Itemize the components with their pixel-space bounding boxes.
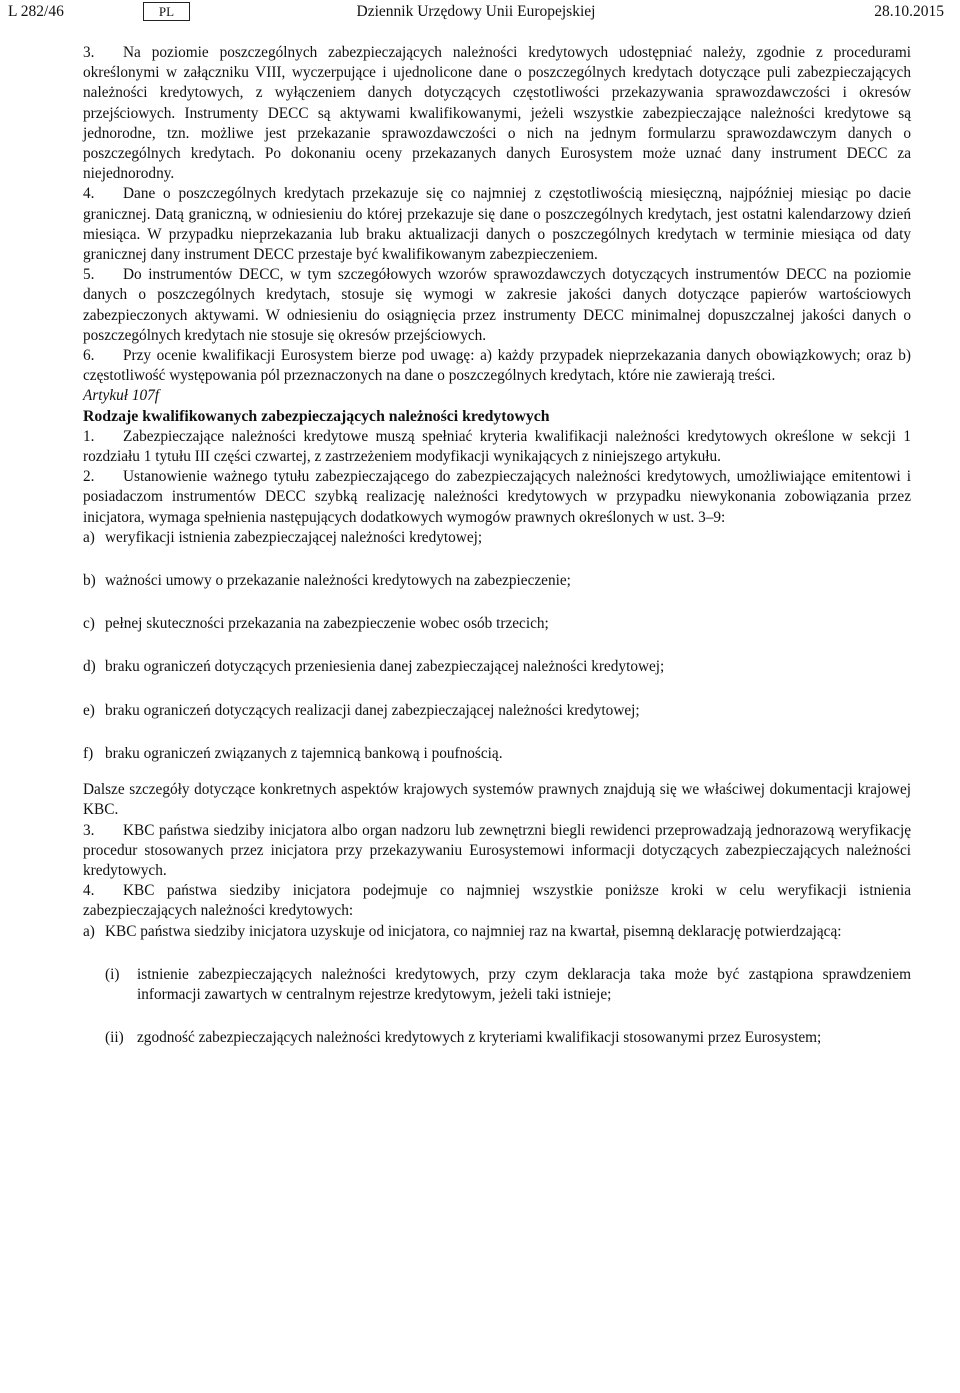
paragraph-text: Zabezpieczające należności kredytowe muszą spełniać kryteria kwalifikacji należności kredytowych określone w sekcji 1 rozdziału 1 tytułu III części czwartej, z zastrzeżeniem modyfikacji wynikających z niniejszego artykułu. (83, 427, 911, 466)
list-item-text: KBC państwa siedziby inicjatora uzyskuje od inicjatora, co najmniej raz na kwartał, pisemną deklarację potwierdzającą: (105, 922, 842, 940)
list-item (83, 922, 911, 942)
sub-list-item-text: zgodność zabezpieczających należności kredytowych z kryteriami kwalifikacji stosowanymi przez Eurosystem; (137, 1029, 822, 1047)
paragraph-text: Ustanowienie ważnego tytułu zabezpieczającego do zabezpieczających należności kredytowych, umożliwiające emitentowi i posiadaczom instrumentów DECC szybką realizację należności kredytowych w przypadku niewykonania zobowiązania przez inicjatora, wymaga spełnienia następujących dodatkowych wymogów prawnych określonych w ust. 3–9: (83, 468, 911, 526)
list-item-text: braku ograniczeń dotyczących realizacji danej zabezpieczającej należności kredytowej; (105, 701, 640, 719)
list-item-label: b) (83, 572, 96, 590)
list-item-label: f) (83, 744, 94, 762)
list-item-text: braku ograniczeń związanych z tajemnicą bankową i poufnością. (105, 744, 503, 762)
sub-list-item (105, 965, 911, 1005)
list-item-label: a) (83, 528, 95, 546)
paragraph-text: KBC państwa siedziby inicjatora albo organ nadzoru lub zewnętrzni biegli rewidenci przeprowadzają jednorazową weryfikację procedur stosowanych przez inicjatora przy przekazywaniu Eurosystemowi informacji dotyczących zabezpieczających należności kredytowych. (83, 821, 911, 879)
list-item (83, 657, 911, 677)
paragraph-number: 2. (83, 468, 95, 486)
list-item-label: d) (83, 658, 96, 676)
list-item-text: weryfikacji istnienia zabezpieczającej należności kredytowej; (105, 528, 483, 546)
document-body (83, 43, 911, 1071)
paragraph-3 (83, 43, 911, 184)
list-item-text: braku ograniczeń dotyczących przeniesienia danej zabezpieczającej należności kredytowej; (105, 658, 665, 676)
paragraph-text: KBC państwa siedziby inicjatora podejmuje co najmniej wszystkie poniższe kroki w celu weryfikacji istnienia zabezpieczających należności kredytowych: (83, 882, 911, 920)
list-item-label: a) (83, 922, 95, 940)
paragraph-text: Dane o poszczególnych kredytach przekazuje się co najmniej z częstotliwością miesięczną, najpóźniej miesiąc po dacie granicznej. Datą graniczną, w odniesieniu do której przekazuje się dane o poszczególnych kredytach, jest ostatni kalendarzowy dzień miesiąca. W przypadku nieprzekazania lub braku aktualizacji danych o poszczególnych kredytach w terminie miesiąca od daty granicznej dany instrument DECC przestaje być kwalifikowanym zabezpieczeniem. (83, 185, 911, 264)
article-number: Artykuł 107f (83, 387, 160, 405)
page-header (8, 0, 944, 24)
additional-note: Dalsze szczegóły dotyczące konkretnych aspektów krajowych systemów prawnych znajdują się we właściwej dokumentacji krajowej KBC. (83, 781, 911, 819)
paragraph-number: 1. (83, 427, 95, 445)
sub-list-item-text: istnienie zabezpieczających należności kredytowych, przy czym deklaracja taka może być zastąpiona sprawdzeniem informacji zawartych w centralnym rejestrze kredytowym, jeżeli taki istnieje; (137, 965, 911, 1003)
list-item (83, 528, 911, 548)
paragraph-number: 3. (83, 44, 95, 61)
article-paragraph-1 (83, 427, 911, 467)
list-item-text: ważności umowy o przekazanie należności kredytowych na zabezpieczenie; (105, 572, 571, 590)
list-item (83, 744, 911, 764)
list-item-label: e) (83, 701, 95, 719)
sub-list-item (105, 1028, 911, 1048)
publication-date: 28.10.2015 (874, 3, 944, 20)
list-item-label: c) (83, 615, 95, 633)
paragraph-text: Do instrumentów DECC, w tym szczegółowych wzorów sprawozdawczych dotyczących instrumentów DECC na poziomie danych o poszczególnych kredytach, stosuje się wymogi w zakresie jakości danych dotyczące papierów wartościowych zabezpieczonych aktywami. W odniesieniu do osiągnięcia przez instrumenty DECC minimalnej dopuszczalnej jakości danych o poszczególnych kredytach nie stosuje się okresów przejściowych. (83, 266, 911, 344)
sub-list-item-label: (i) (105, 965, 120, 983)
paragraph-5 (83, 265, 911, 346)
list-item (83, 614, 911, 634)
sub-list-item-label: (ii) (105, 1029, 124, 1047)
list-item (83, 571, 911, 591)
paragraph-number: 4. (83, 882, 95, 900)
paragraph-number: 5. (83, 266, 95, 284)
list-item-text: pełnej skuteczności przekazania na zabezpieczenie wobec osób trzecich; (105, 615, 549, 633)
list-item (83, 701, 911, 721)
language-badge: PL (143, 2, 190, 21)
page-identifier: L 282/46 (8, 3, 64, 20)
paragraph-number: 4. (83, 185, 95, 203)
article-paragraph-2 (83, 467, 911, 528)
paragraph-number: 6. (83, 347, 95, 365)
paragraph-6 (83, 346, 911, 386)
journal-title: Dziennik Urzędowy Unii Europejskiej (356, 3, 596, 20)
paragraph-number: 3. (83, 821, 95, 839)
paragraph-4 (83, 184, 911, 265)
article-paragraph-3 (83, 821, 911, 882)
article-title: Rodzaje kwalifikowanych zabezpieczających należności kredytowych (83, 407, 550, 425)
paragraph-text: Na poziomie poszczególnych zabezpieczających należności kredytowych udostępniać należy, zgodnie z procedurami określonymi w załączniku VIII, wyczerpujące i ujednolicone dane o poszczególnych kredytach dotyczące puli zabezpieczających należności kredytowych, z wyłączeniem danych dotyczących częstotliwości przekazywania sprawozdawczości i okresów przejściowych. Instrumenty DECC są aktywami kwalifikowanymi, jeżeli wszystkie zabezpieczające należności kredytowe są jednorodne, tzn. możliwe jest przekazanie sprawozdawczości o nich na jednym formularzu sprawozdawczym danych o poszczególnych kredytach. Po dokonaniu oceny przekazanych danych Eurosystem może uznać dany instrument DECC za niejednorodny. (83, 44, 911, 183)
paragraph-text: Przy ocenie kwalifikacji Eurosystem bierze pod uwagę: a) każdy przypadek nieprzekazania danych obowiązkowych; oraz b) częstotliwość występowania pól przeznaczonych na dane o poszczególnych kredytach, które nie zawierają treści. (83, 347, 911, 385)
article-paragraph-4 (83, 881, 911, 921)
